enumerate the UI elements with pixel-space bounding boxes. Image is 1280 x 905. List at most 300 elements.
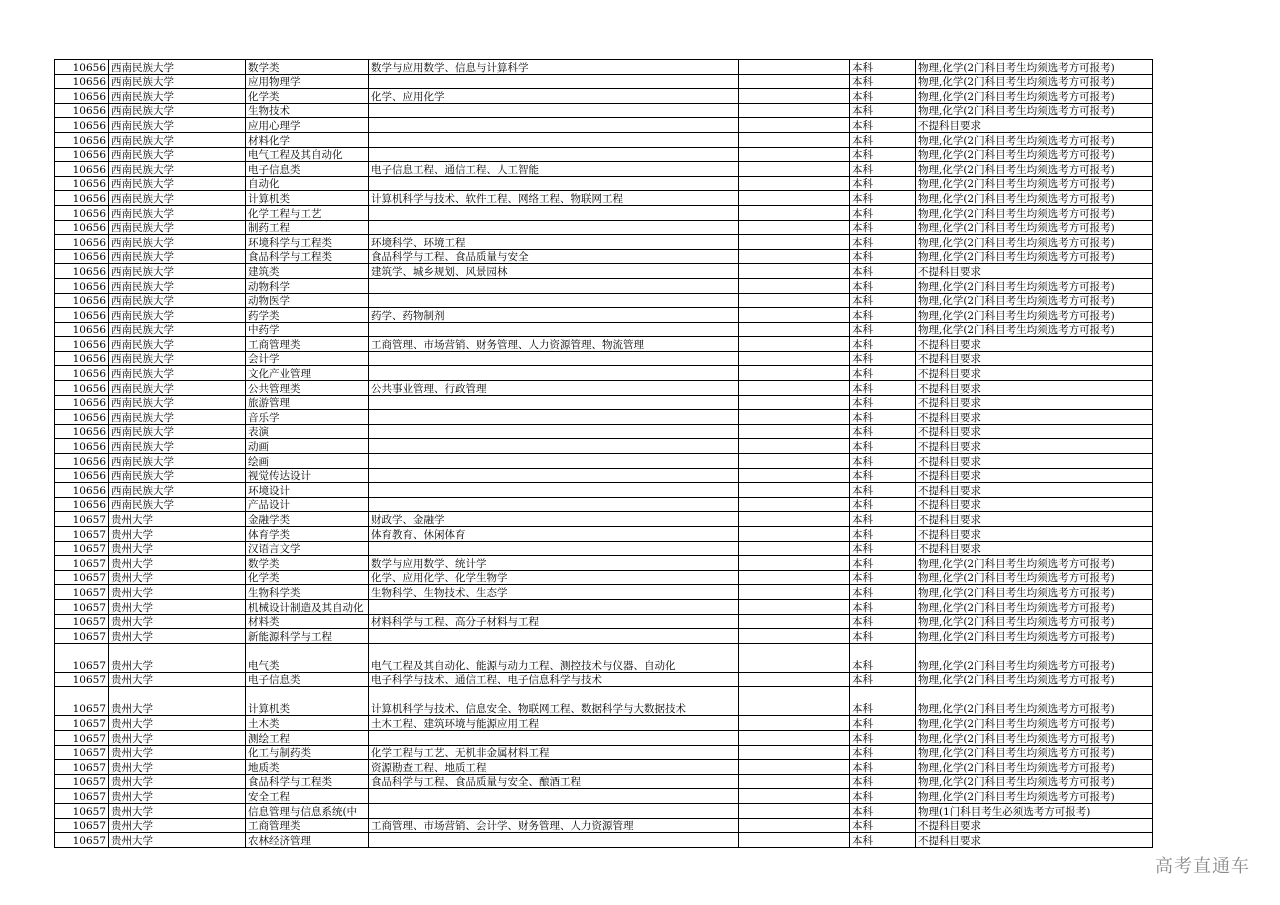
level-cell: 本科 <box>850 132 916 147</box>
subject-requirement-cell: 物理,化学(2门科目考生均须选考方可报考) <box>916 205 1153 220</box>
school-name-cell: 西南民族大学 <box>109 366 246 381</box>
school-code-cell: 10657 <box>55 760 109 775</box>
major-cell: 建筑类 <box>246 264 369 279</box>
included-majors-cell: 食品科学与工程、食品质量与安全、酿酒工程 <box>369 774 739 789</box>
table-row <box>55 585 1153 600</box>
school-code-cell: 10657 <box>55 541 109 556</box>
subject-requirement-cell: 物理,化学(2门科目考生均须选考方可报考) <box>916 278 1153 293</box>
blank-cell <box>739 527 850 542</box>
subject-requirement-cell: 物理,化学(2门科目考生均须选考方可报考) <box>916 789 1153 804</box>
major-cell: 汉语言文学 <box>246 541 369 556</box>
school-name-cell: 贵州大学 <box>109 527 246 542</box>
table-row <box>55 833 1153 848</box>
school-code-cell: 10657 <box>55 672 109 687</box>
blank-cell <box>739 454 850 469</box>
table-row <box>55 322 1153 337</box>
included-majors-cell <box>369 454 739 469</box>
level-cell: 本科 <box>850 629 916 644</box>
major-cell: 材料类 <box>246 614 369 629</box>
school-name-cell: 西南民族大学 <box>109 381 246 396</box>
level-cell: 本科 <box>850 264 916 279</box>
level-cell: 本科 <box>850 468 916 483</box>
school-name-cell: 西南民族大学 <box>109 89 246 104</box>
included-majors-cell <box>369 74 739 89</box>
subject-requirement-cell: 不提科目要求 <box>916 337 1153 352</box>
included-majors-cell: 化学工程与工艺、无机非金属材料工程 <box>369 745 739 760</box>
blank-cell <box>739 687 850 716</box>
table-row <box>55 132 1153 147</box>
table-row <box>55 381 1153 396</box>
level-cell: 本科 <box>850 541 916 556</box>
included-majors-cell <box>369 803 739 818</box>
school-name-cell: 西南民族大学 <box>109 220 246 235</box>
table-row <box>55 745 1153 760</box>
major-cell: 自动化 <box>246 176 369 191</box>
subject-requirement-cell: 不提科目要求 <box>916 512 1153 527</box>
major-cell: 表演 <box>246 424 369 439</box>
major-cell: 安全工程 <box>246 789 369 804</box>
school-name-cell: 西南民族大学 <box>109 147 246 162</box>
school-name-cell: 西南民族大学 <box>109 410 246 425</box>
blank-cell <box>739 132 850 147</box>
table-row <box>55 454 1153 469</box>
level-cell: 本科 <box>850 585 916 600</box>
blank-cell <box>739 395 850 410</box>
blank-cell <box>739 235 850 250</box>
major-cell: 农林经济管理 <box>246 833 369 848</box>
subject-requirement-cell: 不提科目要求 <box>916 497 1153 512</box>
blank-cell <box>739 322 850 337</box>
included-majors-cell: 化学、应用化学、化学生物学 <box>369 570 739 585</box>
school-name-cell: 西南民族大学 <box>109 162 246 177</box>
school-code-cell: 10656 <box>55 366 109 381</box>
blank-cell <box>739 264 850 279</box>
major-cell: 绘画 <box>246 454 369 469</box>
blank-cell <box>739 89 850 104</box>
school-code-cell: 10657 <box>55 687 109 716</box>
included-majors-cell: 环境科学、环境工程 <box>369 235 739 250</box>
level-cell: 本科 <box>850 789 916 804</box>
subject-requirement-cell: 物理,化学(2门科目考生均须选考方可报考) <box>916 745 1153 760</box>
major-cell: 材料化学 <box>246 132 369 147</box>
school-name-cell: 贵州大学 <box>109 556 246 571</box>
included-majors-cell: 材料科学与工程、高分子材料与工程 <box>369 614 739 629</box>
table-row <box>55 118 1153 133</box>
school-name-cell: 西南民族大学 <box>109 74 246 89</box>
table-row <box>55 74 1153 89</box>
blank-cell <box>739 74 850 89</box>
school-name-cell: 贵州大学 <box>109 614 246 629</box>
table-row <box>55 191 1153 206</box>
table-row <box>55 293 1153 308</box>
blank-cell <box>739 774 850 789</box>
school-name-cell: 西南民族大学 <box>109 205 246 220</box>
level-cell: 本科 <box>850 220 916 235</box>
school-name-cell: 贵州大学 <box>109 789 246 804</box>
major-cell: 化学工程与工艺 <box>246 205 369 220</box>
blank-cell <box>739 176 850 191</box>
school-name-cell: 西南民族大学 <box>109 176 246 191</box>
subject-requirement-cell: 物理(1门科目考生必须选考方可报考) <box>916 803 1153 818</box>
major-cell: 新能源科学与工程 <box>246 629 369 644</box>
major-cell: 土木类 <box>246 716 369 731</box>
school-code-cell: 10656 <box>55 454 109 469</box>
subject-requirement-cell: 不提科目要求 <box>916 366 1153 381</box>
included-majors-cell <box>369 410 739 425</box>
major-cell: 化学类 <box>246 89 369 104</box>
subject-requirement-cell: 不提科目要求 <box>916 527 1153 542</box>
included-majors-cell <box>369 439 739 454</box>
included-majors-cell <box>369 147 739 162</box>
school-code-cell: 10657 <box>55 745 109 760</box>
level-cell: 本科 <box>850 337 916 352</box>
subject-requirement-cell: 不提科目要求 <box>916 424 1153 439</box>
included-majors-cell: 工商管理、市场营销、财务管理、人力资源管理、物流管理 <box>369 337 739 352</box>
school-code-cell: 10657 <box>55 730 109 745</box>
school-name-cell: 贵州大学 <box>109 512 246 527</box>
school-code-cell: 10657 <box>55 527 109 542</box>
level-cell: 本科 <box>850 556 916 571</box>
blank-cell <box>739 220 850 235</box>
table-row <box>55 818 1153 833</box>
table-row <box>55 395 1153 410</box>
blank-cell <box>739 629 850 644</box>
major-cell: 工商管理类 <box>246 818 369 833</box>
included-majors-cell: 建筑学、城乡规划、风景园林 <box>369 264 739 279</box>
table-row <box>55 629 1153 644</box>
school-code-cell: 10657 <box>55 570 109 585</box>
table-row <box>55 730 1153 745</box>
level-cell: 本科 <box>850 308 916 323</box>
school-code-cell: 10657 <box>55 556 109 571</box>
school-code-cell: 10657 <box>55 512 109 527</box>
table-row <box>55 337 1153 352</box>
school-name-cell: 西南民族大学 <box>109 132 246 147</box>
table-row <box>55 803 1153 818</box>
school-name-cell: 贵州大学 <box>109 745 246 760</box>
table-row <box>55 410 1153 425</box>
school-name-cell: 西南民族大学 <box>109 308 246 323</box>
major-cell: 计算机类 <box>246 191 369 206</box>
included-majors-cell: 工商管理、市场营销、会计学、财务管理、人力资源管理 <box>369 818 739 833</box>
level-cell: 本科 <box>850 803 916 818</box>
school-name-cell: 贵州大学 <box>109 541 246 556</box>
included-majors-cell: 化学、应用化学 <box>369 89 739 104</box>
included-majors-cell <box>369 293 739 308</box>
school-name-cell: 贵州大学 <box>109 774 246 789</box>
table-row <box>55 468 1153 483</box>
level-cell: 本科 <box>850 118 916 133</box>
blank-cell <box>739 103 850 118</box>
included-majors-cell <box>369 132 739 147</box>
school-name-cell: 西南民族大学 <box>109 468 246 483</box>
school-name-cell: 西南民族大学 <box>109 293 246 308</box>
level-cell: 本科 <box>850 497 916 512</box>
major-cell: 旅游管理 <box>246 395 369 410</box>
school-code-cell: 10657 <box>55 614 109 629</box>
table-row <box>55 439 1153 454</box>
table-row <box>55 264 1153 279</box>
school-code-cell: 10656 <box>55 278 109 293</box>
school-code-cell: 10657 <box>55 716 109 731</box>
subject-requirement-cell: 物理,化学(2门科目考生均须选考方可报考) <box>916 60 1153 75</box>
school-code-cell: 10656 <box>55 468 109 483</box>
school-code-cell: 10656 <box>55 264 109 279</box>
table-row <box>55 789 1153 804</box>
level-cell: 本科 <box>850 395 916 410</box>
blank-cell <box>739 497 850 512</box>
included-majors-cell <box>369 833 739 848</box>
subject-requirement-cell: 物理,化学(2门科目考生均须选考方可报考) <box>916 599 1153 614</box>
major-cell: 中药学 <box>246 322 369 337</box>
blank-cell <box>739 191 850 206</box>
school-name-cell: 贵州大学 <box>109 760 246 775</box>
enrollment-table <box>54 59 1153 848</box>
table-row <box>55 249 1153 264</box>
blank-cell <box>739 424 850 439</box>
school-code-cell: 10656 <box>55 132 109 147</box>
school-code-cell: 10656 <box>55 176 109 191</box>
major-cell: 电子信息类 <box>246 672 369 687</box>
included-majors-cell <box>369 541 739 556</box>
school-code-cell: 10656 <box>55 439 109 454</box>
blank-cell <box>739 410 850 425</box>
level-cell: 本科 <box>850 381 916 396</box>
school-code-cell: 10656 <box>55 235 109 250</box>
level-cell: 本科 <box>850 599 916 614</box>
subject-requirement-cell: 不提科目要求 <box>916 818 1153 833</box>
included-majors-cell <box>369 789 739 804</box>
major-cell: 电子信息类 <box>246 162 369 177</box>
table-row <box>55 643 1153 672</box>
blank-cell <box>739 599 850 614</box>
table-row <box>55 89 1153 104</box>
level-cell: 本科 <box>850 716 916 731</box>
major-cell: 机械设计制造及其自动化 <box>246 599 369 614</box>
major-cell: 生物技术 <box>246 103 369 118</box>
table-row <box>55 366 1153 381</box>
school-code-cell: 10656 <box>55 497 109 512</box>
table-row <box>55 483 1153 498</box>
level-cell: 本科 <box>850 89 916 104</box>
included-majors-cell <box>369 730 739 745</box>
major-cell: 地质类 <box>246 760 369 775</box>
subject-requirement-cell: 物理,化学(2门科目考生均须选考方可报考) <box>916 322 1153 337</box>
included-majors-cell: 电气工程及其自动化、能源与动力工程、测控技术与仪器、自动化 <box>369 643 739 672</box>
table-row <box>55 570 1153 585</box>
blank-cell <box>739 570 850 585</box>
subject-requirement-cell: 物理,化学(2门科目考生均须选考方可报考) <box>916 162 1153 177</box>
major-cell: 数学类 <box>246 556 369 571</box>
table-row <box>55 497 1153 512</box>
major-cell: 公共管理类 <box>246 381 369 396</box>
subject-requirement-cell: 不提科目要求 <box>916 454 1153 469</box>
subject-requirement-cell: 物理,化学(2门科目考生均须选考方可报考) <box>916 585 1153 600</box>
level-cell: 本科 <box>850 614 916 629</box>
major-cell: 动画 <box>246 439 369 454</box>
blank-cell <box>739 308 850 323</box>
level-cell: 本科 <box>850 527 916 542</box>
subject-requirement-cell: 物理,化学(2门科目考生均须选考方可报考) <box>916 629 1153 644</box>
major-cell: 药学类 <box>246 308 369 323</box>
school-code-cell: 10656 <box>55 60 109 75</box>
school-name-cell: 西南民族大学 <box>109 395 246 410</box>
table-row <box>55 351 1153 366</box>
major-cell: 食品科学与工程类 <box>246 249 369 264</box>
school-name-cell: 西南民族大学 <box>109 351 246 366</box>
major-cell: 环境设计 <box>246 483 369 498</box>
school-code-cell: 10656 <box>55 103 109 118</box>
subject-requirement-cell: 物理,化学(2门科目考生均须选考方可报考) <box>916 730 1153 745</box>
included-majors-cell: 土木工程、建筑环境与能源应用工程 <box>369 716 739 731</box>
table-row <box>55 103 1153 118</box>
included-majors-cell <box>369 103 739 118</box>
table-row <box>55 527 1153 542</box>
included-majors-cell <box>369 322 739 337</box>
blank-cell <box>739 60 850 75</box>
subject-requirement-cell: 物理,化学(2门科目考生均须选考方可报考) <box>916 556 1153 571</box>
subject-requirement-cell: 物理,化学(2门科目考生均须选考方可报考) <box>916 643 1153 672</box>
subject-requirement-cell: 不提科目要求 <box>916 468 1153 483</box>
school-name-cell: 贵州大学 <box>109 833 246 848</box>
included-majors-cell: 食品科学与工程、食品质量与安全 <box>369 249 739 264</box>
school-name-cell: 贵州大学 <box>109 570 246 585</box>
included-majors-cell: 电子信息工程、通信工程、人工智能 <box>369 162 739 177</box>
major-cell: 文化产业管理 <box>246 366 369 381</box>
school-code-cell: 10657 <box>55 643 109 672</box>
table-row <box>55 614 1153 629</box>
included-majors-cell <box>369 278 739 293</box>
level-cell: 本科 <box>850 424 916 439</box>
included-majors-cell: 资源勘查工程、地质工程 <box>369 760 739 775</box>
subject-requirement-cell: 不提科目要求 <box>916 439 1153 454</box>
included-majors-cell <box>369 395 739 410</box>
blank-cell <box>739 585 850 600</box>
subject-requirement-cell: 物理,化学(2门科目考生均须选考方可报考) <box>916 716 1153 731</box>
school-code-cell: 10657 <box>55 818 109 833</box>
school-name-cell: 贵州大学 <box>109 629 246 644</box>
included-majors-cell <box>369 118 739 133</box>
major-cell: 应用心理学 <box>246 118 369 133</box>
included-majors-cell <box>369 176 739 191</box>
blank-cell <box>739 833 850 848</box>
school-code-cell: 10656 <box>55 395 109 410</box>
level-cell: 本科 <box>850 730 916 745</box>
subject-requirement-cell: 物理,化学(2门科目考生均须选考方可报考) <box>916 570 1153 585</box>
table-row <box>55 308 1153 323</box>
table-row <box>55 774 1153 789</box>
school-code-cell: 10656 <box>55 74 109 89</box>
included-majors-cell <box>369 220 739 235</box>
level-cell: 本科 <box>850 147 916 162</box>
school-code-cell: 10656 <box>55 337 109 352</box>
subject-requirement-cell: 物理,化学(2门科目考生均须选考方可报考) <box>916 220 1153 235</box>
major-cell: 工商管理类 <box>246 337 369 352</box>
school-name-cell: 西南民族大学 <box>109 278 246 293</box>
school-code-cell: 10656 <box>55 424 109 439</box>
table-row <box>55 176 1153 191</box>
level-cell: 本科 <box>850 454 916 469</box>
major-cell: 化学类 <box>246 570 369 585</box>
table-row <box>55 716 1153 731</box>
major-cell: 金融学类 <box>246 512 369 527</box>
school-code-cell: 10656 <box>55 351 109 366</box>
level-cell: 本科 <box>850 439 916 454</box>
subject-requirement-cell: 不提科目要求 <box>916 351 1153 366</box>
school-code-cell: 10656 <box>55 147 109 162</box>
subject-requirement-cell: 物理,化学(2门科目考生均须选考方可报考) <box>916 103 1153 118</box>
blank-cell <box>739 730 850 745</box>
major-cell: 电气工程及其自动化 <box>246 147 369 162</box>
school-code-cell: 10656 <box>55 249 109 264</box>
blank-cell <box>739 118 850 133</box>
included-majors-cell <box>369 351 739 366</box>
level-cell: 本科 <box>850 249 916 264</box>
school-code-cell: 10656 <box>55 322 109 337</box>
blank-cell <box>739 556 850 571</box>
major-cell: 会计学 <box>246 351 369 366</box>
included-majors-cell: 计算机科学与技术、软件工程、网络工程、物联网工程 <box>369 191 739 206</box>
school-name-cell: 西南民族大学 <box>109 118 246 133</box>
school-code-cell: 10656 <box>55 381 109 396</box>
major-cell: 化工与制药类 <box>246 745 369 760</box>
included-majors-cell: 数学与应用数学、统计学 <box>369 556 739 571</box>
subject-requirement-cell: 物理,化学(2门科目考生均须选考方可报考) <box>916 235 1153 250</box>
school-name-cell: 西南民族大学 <box>109 337 246 352</box>
level-cell: 本科 <box>850 162 916 177</box>
subject-requirement-cell: 物理,化学(2门科目考生均须选考方可报考) <box>916 614 1153 629</box>
blank-cell <box>739 381 850 396</box>
blank-cell <box>739 147 850 162</box>
subject-requirement-cell: 物理,化学(2门科目考生均须选考方可报考) <box>916 191 1153 206</box>
table-row <box>55 687 1153 716</box>
included-majors-cell: 公共事业管理、行政管理 <box>369 381 739 396</box>
subject-requirement-cell: 不提科目要求 <box>916 118 1153 133</box>
school-code-cell: 10656 <box>55 293 109 308</box>
table-row <box>55 235 1153 250</box>
school-name-cell: 西南民族大学 <box>109 497 246 512</box>
blank-cell <box>739 512 850 527</box>
table-row <box>55 760 1153 775</box>
blank-cell <box>739 672 850 687</box>
subject-requirement-cell: 物理,化学(2门科目考生均须选考方可报考) <box>916 308 1153 323</box>
included-majors-cell <box>369 483 739 498</box>
blank-cell <box>739 337 850 352</box>
major-cell: 电气类 <box>246 643 369 672</box>
school-name-cell: 贵州大学 <box>109 818 246 833</box>
subject-requirement-cell: 不提科目要求 <box>916 833 1153 848</box>
included-majors-cell: 体育教育、休闲体育 <box>369 527 739 542</box>
table-row <box>55 147 1153 162</box>
school-code-cell: 10656 <box>55 483 109 498</box>
subject-requirement-cell: 不提科目要求 <box>916 541 1153 556</box>
school-name-cell: 贵州大学 <box>109 672 246 687</box>
blank-cell <box>739 468 850 483</box>
school-code-cell: 10656 <box>55 410 109 425</box>
major-cell: 计算机类 <box>246 687 369 716</box>
school-code-cell: 10657 <box>55 585 109 600</box>
subject-requirement-cell: 不提科目要求 <box>916 264 1153 279</box>
major-cell: 视觉传达设计 <box>246 468 369 483</box>
blank-cell <box>739 293 850 308</box>
level-cell: 本科 <box>850 760 916 775</box>
school-name-cell: 西南民族大学 <box>109 424 246 439</box>
school-name-cell: 贵州大学 <box>109 730 246 745</box>
included-majors-cell <box>369 468 739 483</box>
major-cell: 生物科学类 <box>246 585 369 600</box>
subject-requirement-cell: 不提科目要求 <box>916 483 1153 498</box>
level-cell: 本科 <box>850 176 916 191</box>
